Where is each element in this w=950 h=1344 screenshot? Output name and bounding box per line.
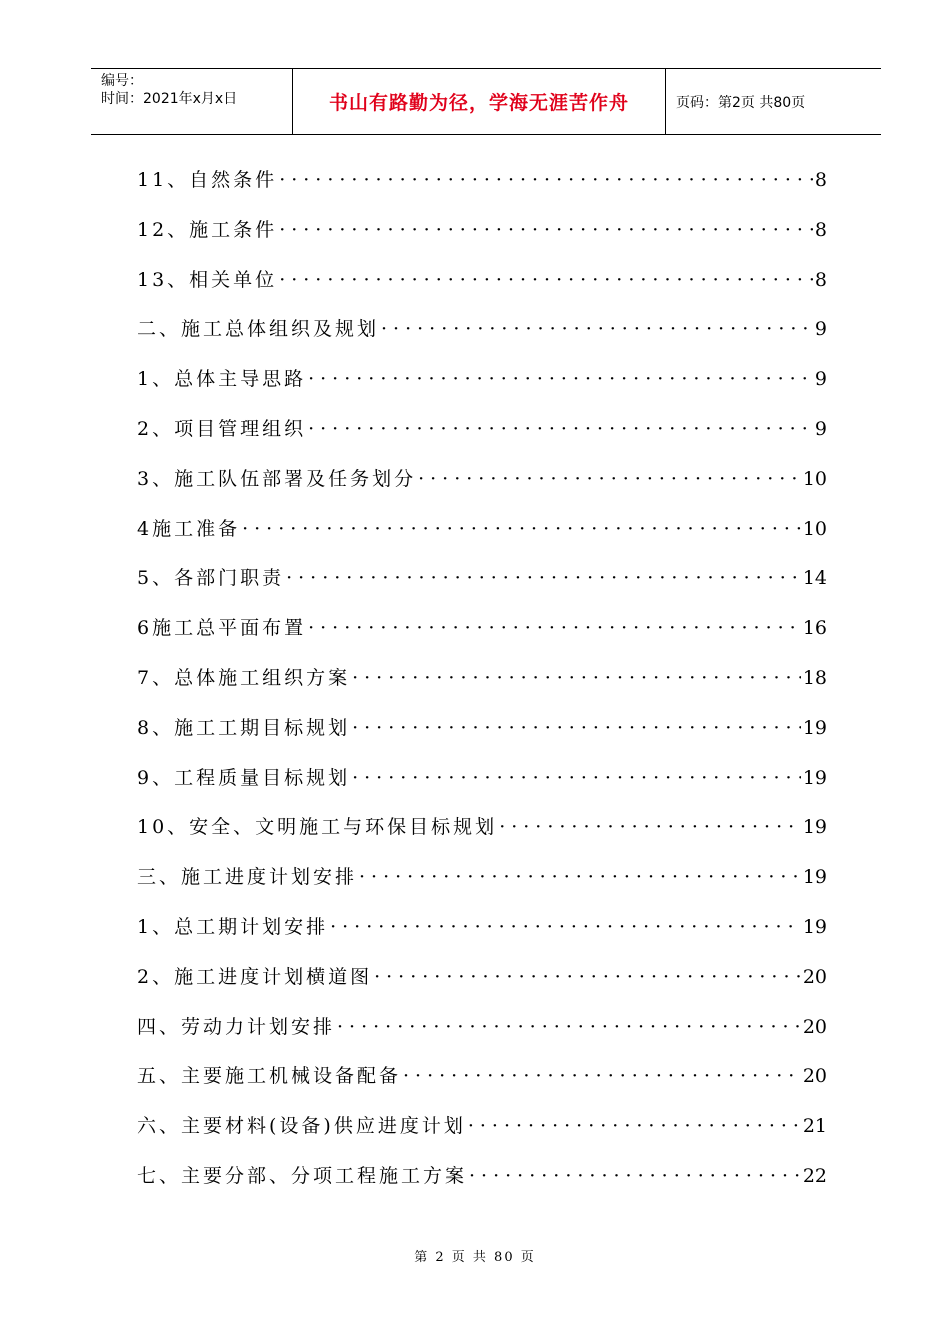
- toc-entry-page: 10: [802, 517, 827, 540]
- toc-entry-label: 四、劳动力计划安排: [137, 1015, 336, 1038]
- toc-leader-dots: [418, 468, 801, 490]
- toc-entry-label: 7、总体施工组织方案: [137, 666, 351, 689]
- toc-entry[interactable]: [137, 862, 827, 912]
- toc-entry-label: 13、相关单位: [137, 268, 278, 291]
- toc-entry[interactable]: [137, 912, 827, 962]
- toc-entry-label: 12、施工条件: [137, 218, 278, 241]
- toc-leader-dots: [308, 617, 801, 639]
- toc-entry[interactable]: [137, 514, 827, 564]
- toc-leader-dots: [374, 966, 801, 988]
- toc-entry-page: 19: [802, 766, 827, 789]
- time-label: 时间：2021年x月x日: [101, 91, 238, 107]
- toc-entry-label: 2、项目管理组织: [137, 417, 307, 440]
- toc-entry-label: 三、施工进度计划安排: [137, 866, 358, 889]
- toc-entry-label: 五、主要施工机械设备配备: [137, 1065, 402, 1088]
- toc-leader-dots: [403, 1065, 801, 1087]
- toc-entry-page: 8: [814, 169, 827, 191]
- toc-leader-dots: [279, 219, 813, 241]
- toc-entry[interactable]: [137, 1111, 827, 1161]
- toc-entry-label: 1、总体主导思路: [137, 368, 307, 391]
- toc-entry[interactable]: [137, 414, 827, 464]
- toc-entry-label: 2、施工进度计划横道图: [137, 965, 373, 988]
- toc-entry[interactable]: [137, 613, 827, 663]
- toc-entry-label: 六、主要材料(设备)供应进度计划: [137, 1115, 466, 1138]
- toc-entry-label: 二、施工总体组织及规划: [137, 318, 380, 341]
- toc-entry-page: 19: [802, 915, 827, 938]
- toc-entry[interactable]: [137, 763, 827, 813]
- toc-entry[interactable]: [137, 265, 827, 315]
- toc-entry-page: 9: [814, 368, 827, 391]
- toc-entry[interactable]: [137, 464, 827, 514]
- toc-entry[interactable]: [137, 563, 827, 613]
- toc-entry[interactable]: [137, 364, 827, 414]
- toc-leader-dots: [330, 916, 801, 938]
- toc-entry[interactable]: [137, 1161, 827, 1211]
- page-footer: 第 2 页 共 80 页: [414, 1250, 536, 1265]
- toc-entry-page: 19: [802, 866, 827, 889]
- toc-leader-dots: [279, 169, 813, 191]
- toc-leader-dots: [279, 269, 813, 291]
- toc-leader-dots: [499, 816, 801, 838]
- toc-entry[interactable]: [137, 962, 827, 1012]
- toc-entry-page: 21: [802, 1115, 827, 1138]
- toc-leader-dots: [286, 567, 801, 589]
- toc-entry-page: 9: [814, 417, 827, 440]
- toc-entry[interactable]: [137, 1061, 827, 1111]
- toc-entry-label: 4施工准备: [137, 517, 241, 540]
- toc-entry[interactable]: [137, 314, 827, 364]
- toc-leader-dots: [468, 1115, 801, 1137]
- toc-leader-dots: [381, 318, 813, 340]
- toc-entry[interactable]: [137, 1012, 827, 1062]
- header-meta: [91, 69, 293, 134]
- toc-entry-page: 19: [802, 816, 827, 839]
- toc-entry-label: 11、自然条件: [137, 169, 278, 191]
- toc-entry-page: 19: [802, 716, 827, 739]
- toc-leader-dots: [352, 667, 801, 689]
- toc-leader-dots: [469, 1165, 801, 1187]
- toc-leader-dots: [308, 368, 813, 390]
- header-motto: 书山有路勤为径，学海无涯苦作舟: [293, 69, 666, 134]
- toc-entry-label: 3、施工队伍部署及任务划分: [137, 467, 417, 490]
- number-label: 编号：: [101, 73, 143, 89]
- toc-entry-page: 10: [802, 467, 827, 490]
- toc-entry-page: 14: [802, 567, 827, 590]
- toc-entry[interactable]: [137, 812, 827, 862]
- toc-leader-dots: [308, 418, 813, 440]
- toc-entry[interactable]: [137, 713, 827, 763]
- toc-leader-dots: [352, 767, 801, 789]
- page-header: [91, 68, 881, 135]
- toc-entry-page: 18: [802, 666, 827, 689]
- toc-entry-page: 9: [814, 318, 827, 341]
- toc-entry-label: 6施工总平面布置: [137, 617, 307, 640]
- toc-entry[interactable]: [137, 215, 827, 265]
- toc-leader-dots: [352, 717, 801, 739]
- toc-leader-dots: [242, 518, 801, 540]
- toc-entry-page: 20: [802, 965, 827, 988]
- toc-leader-dots: [337, 1016, 801, 1038]
- toc-entry-page: 20: [802, 1015, 827, 1038]
- toc-entry-page: 20: [802, 1065, 827, 1088]
- toc-entry-page: 8: [814, 268, 827, 291]
- toc-entry-label: 5、各部门职责: [137, 567, 285, 590]
- toc-entry-label: 1、总工期计划安排: [137, 915, 329, 938]
- toc-entry-label: 8、施工工期目标规划: [137, 716, 351, 739]
- toc-entry-label: 9、工程质量目标规划: [137, 766, 351, 789]
- toc-leader-dots: [359, 866, 801, 888]
- toc-entry[interactable]: [137, 165, 827, 215]
- toc-entry-label: 10、安全、文明施工与环保目标规划: [137, 816, 498, 839]
- toc-entry-page: 16: [802, 617, 827, 640]
- toc-entry[interactable]: [137, 663, 827, 713]
- toc-entry-label: 七、主要分部、分项工程施工方案: [137, 1164, 468, 1187]
- header-page-label: 页码：第2页 共80页: [676, 94, 806, 111]
- toc-entry-page: 8: [814, 218, 827, 241]
- toc-entry-page: 22: [802, 1164, 827, 1187]
- table-of-contents: [137, 165, 827, 1211]
